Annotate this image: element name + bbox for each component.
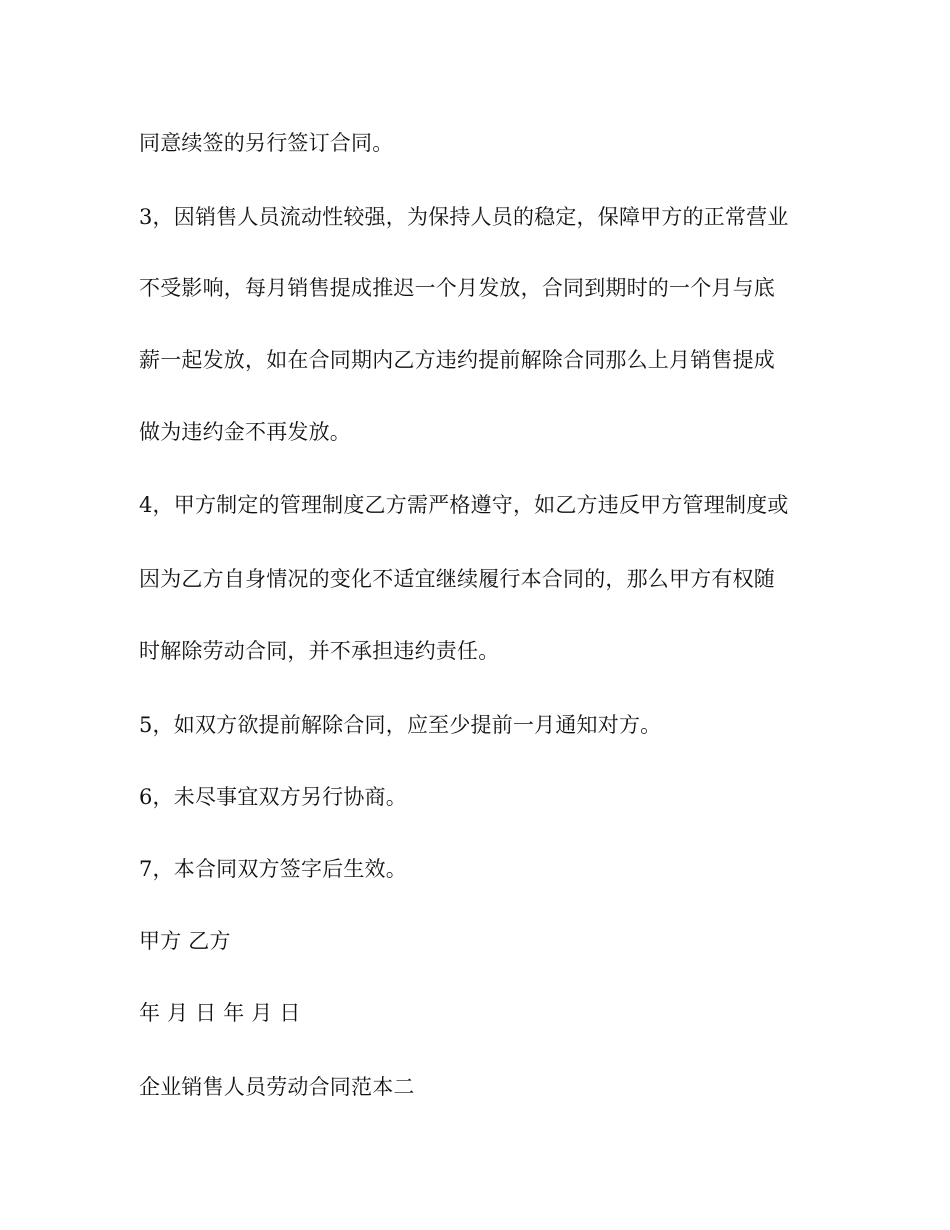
section-title-template-2: 企业销售人员劳动合同范本二 — [139, 1075, 415, 1099]
signature-dates: 年 月 日 年 月 日 — [139, 1001, 301, 1025]
clause-4-line-3: 时解除劳动合同，并不承担违约责任。 — [139, 639, 500, 663]
clause-4-line-1: 4，甲方制定的管理制度乙方需严格遵守，如乙方违反甲方管理制度或 — [139, 493, 789, 517]
paragraph-line-renewal: 同意续签的另行签订合同。 — [139, 131, 394, 155]
clause-3-line-1: 3，因销售人员流动性较强，为保持人员的稳定，保障甲方的正常营业 — [139, 205, 789, 229]
clause-3-line-2: 不受影响，每月销售提成推迟一个月发放，合同到期时的一个月与底 — [139, 276, 775, 300]
clause-6: 6，未尽事宜双方另行协商。 — [139, 785, 407, 809]
clause-5: 5，如双方欲提前解除合同，应至少提前一月通知对方。 — [139, 713, 662, 737]
clause-4-line-2: 因为乙方自身情况的变化不适宜继续履行本合同的，那么甲方有权随 — [139, 567, 775, 591]
clause-3-line-3: 薪一起发放，如在合同期内乙方违约提前解除合同那么上月销售提成 — [139, 348, 775, 372]
clause-3-line-4: 做为违约金不再发放。 — [139, 420, 351, 444]
clause-7: 7，本合同双方签字后生效。 — [139, 857, 407, 881]
signature-parties: 甲方 乙方 — [139, 929, 231, 953]
